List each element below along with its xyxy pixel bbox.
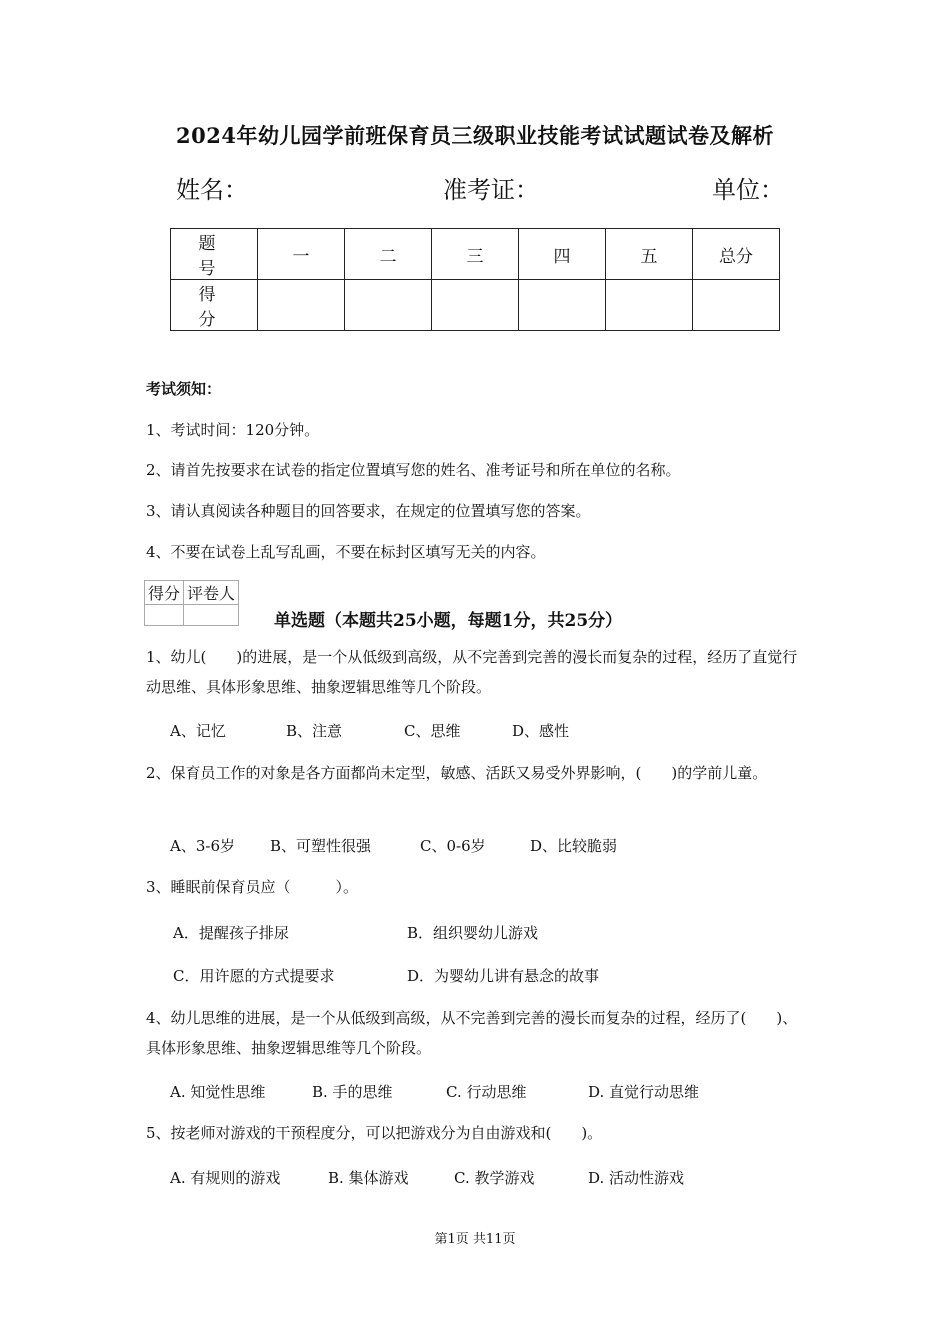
page-footer: 第1页 共11页: [434, 1232, 516, 1247]
notice-item: 1、考试时间：120分钟。: [146, 421, 320, 439]
grader-score-label: 得分: [145, 581, 184, 605]
notice-item: 4、不要在试卷上乱写乱画，不要在标封区填写无关的内容。: [146, 543, 546, 561]
question-option: D、感性: [512, 722, 570, 740]
unit-label: 单位：: [712, 176, 784, 204]
question-option: B. 集体游戏: [328, 1169, 409, 1187]
score-table-score-row: [171, 280, 780, 331]
notice-heading: 考试须知：: [146, 380, 222, 398]
question-text: 2、保育员工作的对象是各方面都尚未定型，敏感、活跃又易受外界影响，( )的学前儿童。: [146, 764, 768, 782]
name-label: 姓名：: [176, 176, 248, 204]
question-option: A. 知觉性思维: [170, 1083, 266, 1101]
score-table-cell: 题 号: [171, 229, 258, 280]
question-option: B、可塑性很强: [270, 837, 372, 855]
question-option: A、3-6岁: [170, 837, 235, 855]
score-table-header-row: [171, 229, 780, 280]
question-option: D. 直觉行动思维: [588, 1083, 700, 1101]
score-table: [170, 228, 780, 331]
score-table-cell: 一: [258, 229, 345, 280]
score-table-cell: 得 分: [171, 280, 258, 331]
score-table-cell: 总分: [693, 229, 780, 280]
question-text: 4、幼儿思维的进展，是一个从低级到高级，从不完善到完善的漫长而复杂的过程，经历了( )、具体形象思维、抽象逻辑思维等几个阶段。: [146, 1009, 798, 1057]
question-option: A、记忆: [170, 722, 226, 740]
question-text: 3、睡眠前保育员应（ ）。: [146, 878, 359, 896]
question-option: C、0-6岁: [420, 837, 486, 855]
score-blank-cell[interactable]: [519, 280, 606, 331]
score-blank-cell[interactable]: [258, 280, 345, 331]
question-option: C、思维: [404, 722, 461, 740]
question-option: B. 手的思维: [312, 1083, 393, 1101]
score-blank-cell[interactable]: [606, 280, 693, 331]
question-option: D．为婴幼儿讲有悬念的故事: [407, 967, 600, 985]
question-option: C. 行动思维: [446, 1083, 527, 1101]
document-title: 2024年幼儿园学前班保育员三级职业技能考试试题试卷及解析: [176, 123, 774, 148]
section-title: 单选题（本题共25小题，每题1分，共25分）: [274, 611, 623, 631]
grader-score-blank[interactable]: [145, 605, 184, 626]
grader-name-label: 评卷人: [184, 581, 239, 605]
score-blank-cell[interactable]: [345, 280, 432, 331]
score-blank-cell[interactable]: [432, 280, 519, 331]
question-option: D、比较脆弱: [530, 837, 618, 855]
question-option: C. 教学游戏: [454, 1169, 535, 1187]
question-option: D. 活动性游戏: [588, 1169, 685, 1187]
score-blank-cell[interactable]: [693, 280, 780, 331]
question-option: B．组织婴幼儿游戏: [407, 924, 539, 942]
question-text: 5、按老师对游戏的干预程度分，可以把游戏分为自由游戏和( )。: [146, 1124, 603, 1142]
question-option: A．提醒孩子排尿: [173, 924, 289, 942]
question-option: A. 有规则的游戏: [170, 1169, 281, 1187]
score-table-cell: 四: [519, 229, 606, 280]
grader-name-blank[interactable]: [184, 605, 239, 626]
exam-id-label: 准考证：: [443, 176, 539, 204]
grader-table: [144, 580, 239, 626]
score-table-cell: 五: [606, 229, 693, 280]
question-text: 1、幼儿( )的进展，是一个从低级到高级，从不完善到完善的漫长而复杂的过程，经历了直觉行动思维、具体形象思维、抽象逻辑思维等几个阶段。: [146, 648, 798, 696]
question-option: C．用许愿的方式提要求: [173, 967, 335, 985]
notice-item: 3、请认真阅读各种题目的回答要求，在规定的位置填写您的答案。: [146, 502, 591, 520]
notice-item: 2、请首先按要求在试卷的指定位置填写您的姓名、准考证号和所在单位的名称。: [146, 461, 681, 479]
question-option: B、注意: [286, 722, 343, 740]
score-table-cell: 三: [432, 229, 519, 280]
score-table-cell: 二: [345, 229, 432, 280]
